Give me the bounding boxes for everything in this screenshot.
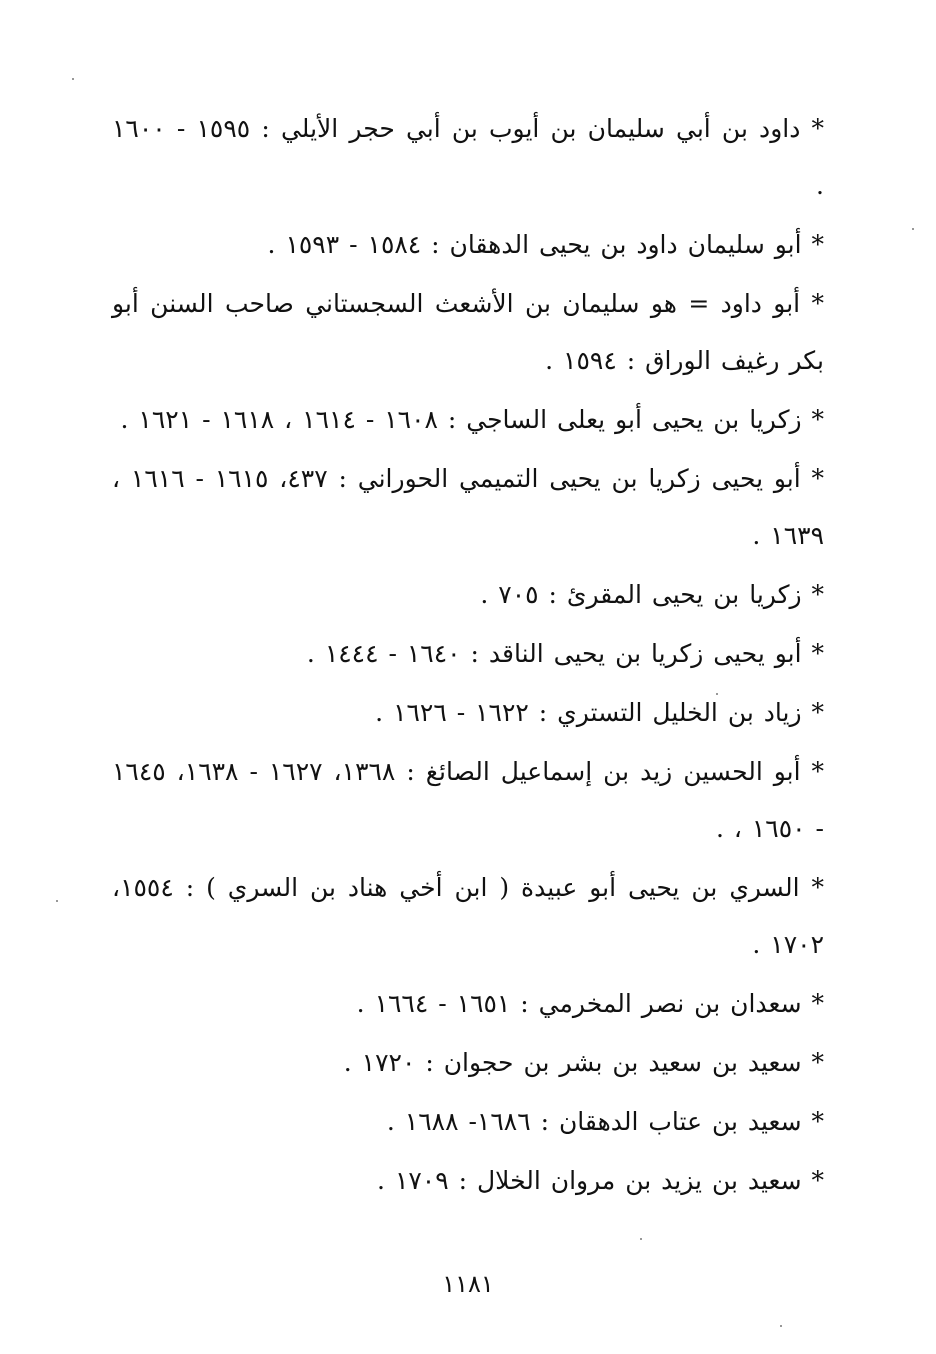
scan-speck	[56, 900, 58, 902]
index-entry: * سعيد بن سعيد بن بشر بن حجوان : ١٧٢٠ .	[343, 1048, 824, 1077]
scan-speck	[716, 693, 718, 695]
scan-speck	[780, 1325, 782, 1327]
index-entry: * أبو سليمان داود بن يحيى الدهقان : ١٥٨٤ - ١٥٩٣ .	[267, 230, 824, 259]
index-entry: * زكريا بن يحيى المقرئ : ٧٠٥ .	[480, 580, 824, 609]
index-entry: * داود بن أبي سليمان بن أيوب بن أبي حجر الأيلي : ١٥٩٥ - ١٦٠٠ .	[112, 114, 825, 200]
scan-speck	[640, 1238, 642, 1240]
page-number: ١١٨١	[442, 1270, 494, 1298]
index-entries	[112, 100, 824, 1209]
scan-speck	[72, 78, 74, 80]
index-entry: * سعيد بن عتاب الدهقان : ١٦٨٦- ١٦٨٨ .	[386, 1107, 824, 1136]
index-entry: * أبو الحسين زيد بن إسماعيل الصائغ : ١٣٦٨، ١٦٢٧ - ١٦٣٨، ١٦٤٥ - ١٦٥٠ ، .	[112, 757, 825, 843]
index-entry: * زياد بن الخليل التستري : ١٦٢٢ - ١٦٢٦ .	[375, 698, 824, 727]
index-entry: * أبو داود = هو سليمان بن الأشعث السجستاني صاحب السنن أبو بكر رغيف الوراق : ١٥٩٤ .	[112, 289, 824, 375]
index-entry: * سعدان بن نصر المخرمي : ١٦٥١ - ١٦٦٤ .	[356, 989, 824, 1018]
index-entry: * أبو يحيى زكريا بن يحيى التميمي الحوراني : ٤٣٧، ١٦١٥ - ١٦١٦ ، ١٦٣٩ .	[112, 464, 825, 550]
index-entry: * السري بن يحيى أبو عبيدة ( ابن أخي هناد بن السري ) : ١٥٥٤، ١٧٠٢ .	[112, 873, 824, 959]
scan-speck	[912, 228, 914, 230]
index-entry: * أبو يحيى زكريا بن يحيى الناقد : ١٦٤٠ - ١٤٤٤ .	[306, 639, 824, 668]
index-entry: * زكريا بن يحيى أبو يعلى الساجي : ١٦٠٨ - ١٦١٤ ، ١٦١٨ - ١٦٢١ .	[120, 405, 824, 434]
index-entry: * سعيد بن يزيد بن مروان الخلال : ١٧٠٩ .	[377, 1166, 824, 1195]
